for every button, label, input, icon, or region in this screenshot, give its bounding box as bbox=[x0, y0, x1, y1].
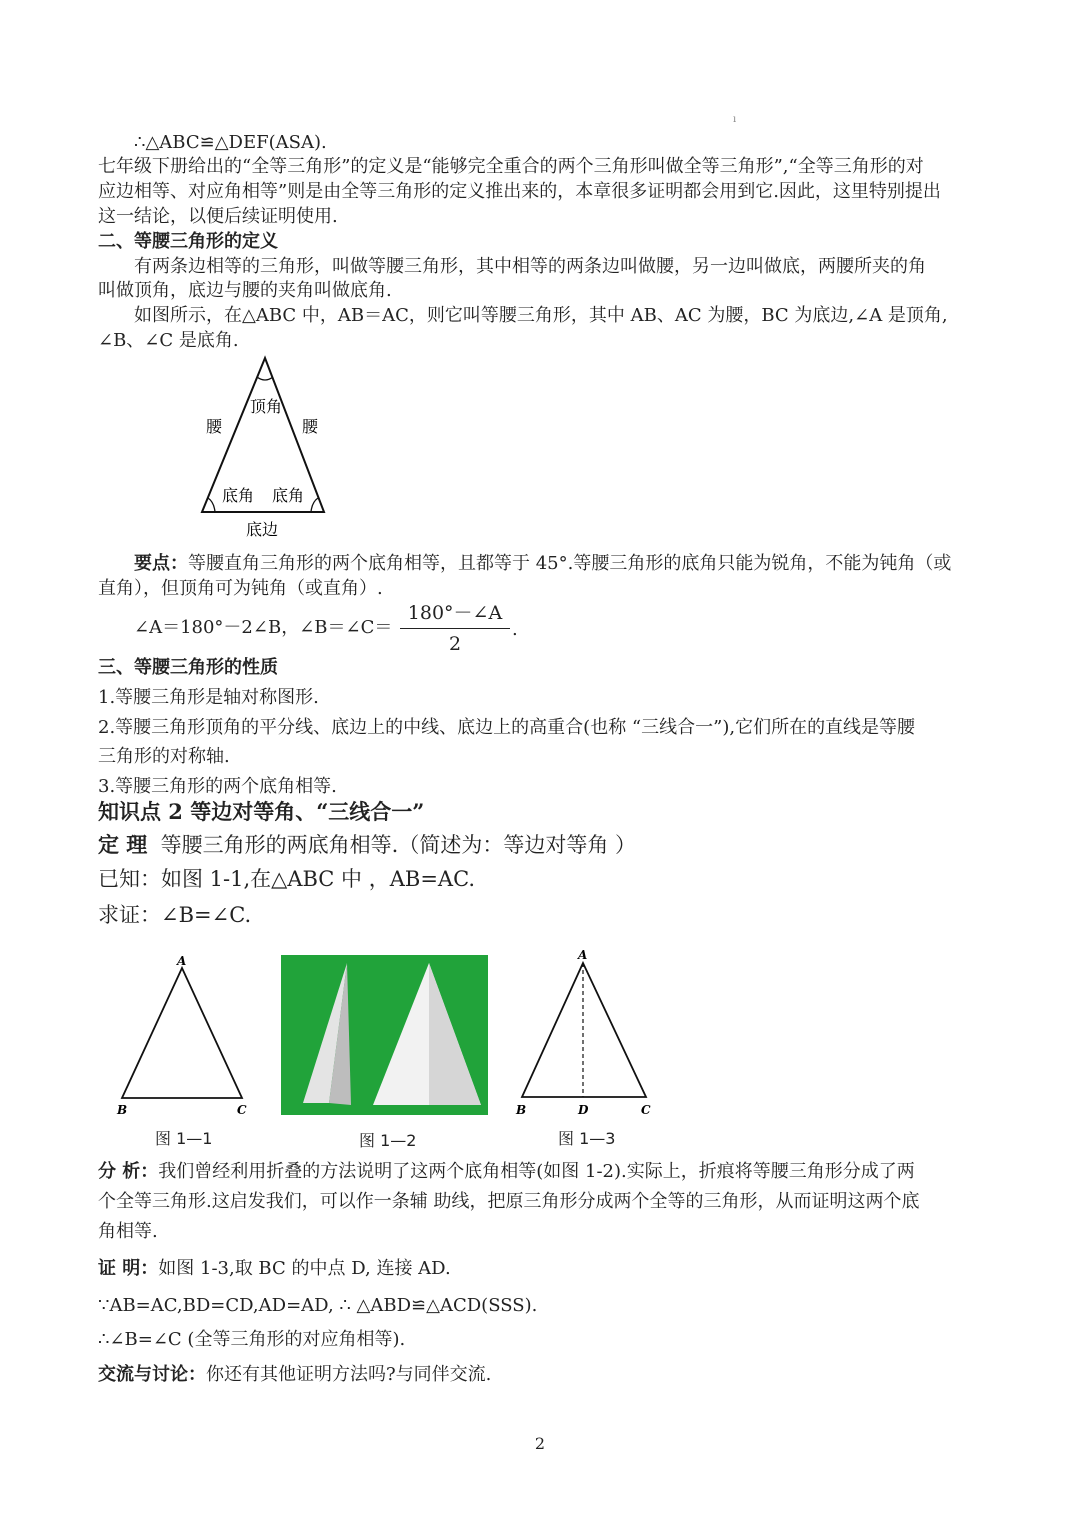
discussion-label: 交流与讨论： bbox=[98, 1364, 206, 1385]
property-3: 3.等腰三角形的两个底角相等. bbox=[98, 776, 337, 797]
point-b-label: B bbox=[516, 1103, 527, 1117]
section-heading: 三、等腰三角形的性质 bbox=[98, 657, 278, 678]
right-base-angle-arc bbox=[311, 498, 318, 512]
figure-1-2-caption: 图 1—2 bbox=[359, 1131, 417, 1150]
prove-line: 求证：∠B=∠C. bbox=[98, 903, 252, 927]
left-base-angle-arc bbox=[208, 498, 215, 512]
isosceles-triangle-figure bbox=[172, 350, 362, 545]
proof-line: ∵AB=AC,BD=CD,AD=AD, ∴ △ABD≌△ACD(SSS). bbox=[98, 1295, 538, 1316]
proof-text: 如图 1-3,取 BC 的中点 D, 连接 AD. bbox=[158, 1258, 451, 1279]
property-1: 1.等腰三角形是轴对称图形. bbox=[98, 687, 319, 708]
figure-1-2 bbox=[281, 955, 488, 1115]
given-line: 已知：如图 1-1,在△ABC 中 ，AB=AC. bbox=[98, 867, 476, 891]
figure-1-3 bbox=[508, 945, 658, 1120]
right-leg-label: 腰 bbox=[302, 417, 319, 436]
knowledge-point-title: 知识点 2 等边对等角、“三线合一” bbox=[98, 799, 425, 824]
left-base-angle-label: 底角 bbox=[222, 486, 255, 505]
paragraph-line: 七年级下册给出的“全等三角形”的定义是“能够完全重合的两个三角形叫做全等三角形”,“全等三角形的对 bbox=[98, 156, 924, 177]
point-b-label: B bbox=[117, 1103, 128, 1117]
theorem-label: 定 理 bbox=[98, 832, 148, 857]
fraction-bar bbox=[400, 628, 510, 629]
proof-line: ∴∠B=∠C (全等三角形的对应角相等). bbox=[98, 1329, 406, 1350]
formula-lhs: ∠A＝180°－2∠B，∠B＝∠C＝ bbox=[134, 617, 393, 638]
base-label: 底边 bbox=[246, 520, 279, 539]
formula-tail: . bbox=[512, 619, 518, 640]
conclusion-line: ∴△ABC≌△DEF(ASA). bbox=[134, 132, 327, 153]
point-c-label: C bbox=[641, 1103, 651, 1117]
analysis-line: 角相等. bbox=[98, 1221, 158, 1242]
section-heading: 二、等腰三角形的定义 bbox=[98, 231, 278, 252]
triangle-abc bbox=[122, 968, 242, 1098]
point-a-label: A bbox=[177, 954, 187, 968]
analysis-line bbox=[98, 1160, 988, 1184]
top-mark: ı bbox=[733, 114, 737, 125]
fraction-denominator: 2 bbox=[448, 633, 462, 655]
figure-1-3-caption: 图 1—3 bbox=[558, 1129, 616, 1148]
point-c-label: C bbox=[237, 1103, 247, 1117]
point-d-label: D bbox=[578, 1103, 589, 1117]
left-leg-label: 腰 bbox=[206, 417, 223, 436]
keypoint-label: 要点： bbox=[134, 553, 188, 574]
keypoint-text: 等腰直角三角形的两个底角相等，且都等于 45°.等腰三角形的底角只能为锐角，不能为钝角（或 bbox=[188, 553, 952, 574]
keypoint-line: 直角），但顶角可为钝角（或直角）. bbox=[98, 578, 383, 599]
paragraph-line: ∠B、∠C 是底角. bbox=[98, 330, 239, 351]
apex-angle-label: 顶角 bbox=[250, 397, 283, 416]
property-2-cont: 三角形的对称轴. bbox=[98, 746, 230, 767]
point-a-label: A bbox=[578, 948, 588, 962]
discussion-line bbox=[98, 1363, 988, 1387]
discussion-text: 你还有其他证明方法吗?与同伴交流. bbox=[206, 1364, 492, 1385]
paragraph-line: 叫做顶角，底边与腰的夹角叫做底角. bbox=[98, 280, 392, 301]
property-2: 2.等腰三角形顶角的平分线、底边上的中线、底边上的高重合(也称 “三线合一”),它们所在的直线是等腰 bbox=[98, 717, 916, 738]
paragraph-line: 有两条边相等的三角形，叫做等腰三角形，其中相等的两条边叫做腰，另一边叫做底，两腰所夹的角 bbox=[134, 256, 926, 277]
triangle-abc bbox=[522, 963, 646, 1097]
figure-1-1 bbox=[110, 950, 260, 1120]
paragraph-line: 应边相等、对应角相等”则是由全等三角形的定义推出来的，本章很多证明都会用到它.因此，这里特别提出 bbox=[98, 181, 941, 202]
proof-label: 证 明： bbox=[98, 1258, 159, 1279]
formula-fraction bbox=[400, 600, 510, 657]
paragraph-line: 如图所示，在△ABC 中，AB＝AC，则它叫等腰三角形，其中 AB、AC 为腰，BC 为底边,∠A 是顶角, bbox=[134, 305, 948, 326]
fraction-numerator: 180°－∠A bbox=[407, 602, 503, 624]
keypoint-line bbox=[134, 552, 988, 576]
analysis-label: 分 析： bbox=[98, 1161, 159, 1182]
analysis-line: 个全等三角形.这启发我们，可以作一条辅 助线，把原三角形分成两个全等的三角形，从而证明这两个底 bbox=[98, 1191, 920, 1212]
right-base-angle-label: 底角 bbox=[272, 486, 305, 505]
page-number: 2 bbox=[534, 1434, 546, 1453]
paragraph-line: 这一结论，以便后续证明使用. bbox=[98, 206, 338, 227]
analysis-text: 我们曾经利用折叠的方法说明了这两个底角相等(如图 1-2).实际上，折痕将等腰三角形分成了两 bbox=[158, 1161, 915, 1182]
proof-line bbox=[98, 1257, 988, 1281]
figure-1-1-caption: 图 1—1 bbox=[155, 1129, 213, 1148]
theorem-line bbox=[98, 831, 988, 859]
apex-angle-arc bbox=[257, 377, 273, 380]
theorem-text: 等腰三角形的两底角相等.（简述为：等边对等角 ） bbox=[160, 833, 637, 857]
